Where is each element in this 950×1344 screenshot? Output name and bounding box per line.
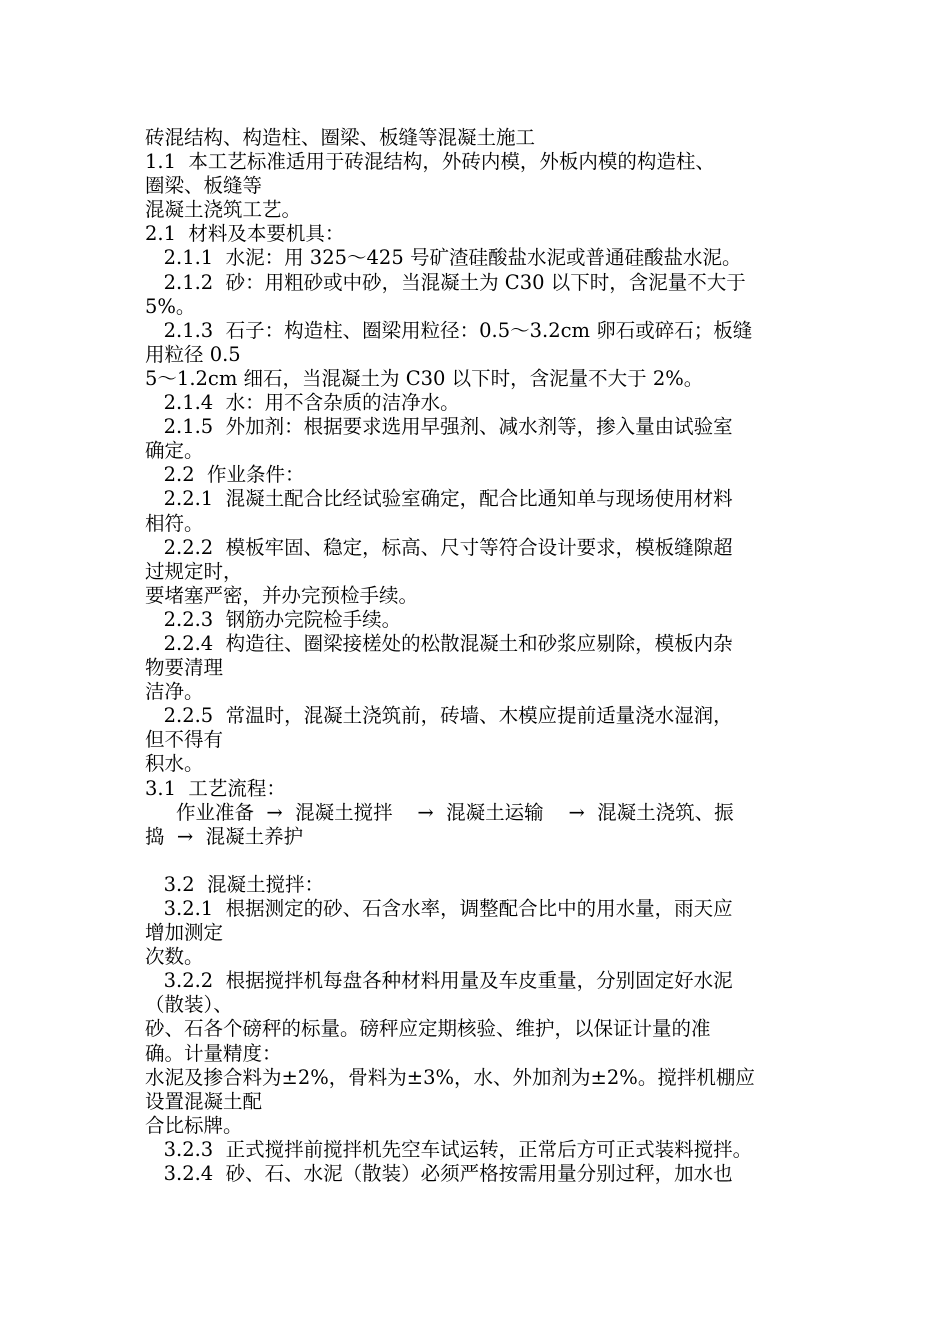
text-line: 2.2.4 构造往、圈梁接槎处的松散混凝土和砂浆应剔除，模板内杂 xyxy=(145,631,733,655)
text-line: 混凝土浇筑工艺。 xyxy=(145,198,302,222)
text-line: 1.1 本工艺标准适用于砖混结构，外砖内模，外板内模的构造柱、 xyxy=(145,150,715,174)
text-line: 要堵塞严密，并办完预检手续。 xyxy=(145,583,419,607)
text-line: 3.2.4 砂、石、水泥（散装）必须严格按需用量分别过秤，加水也 xyxy=(145,1162,733,1186)
text-line: 砂、石各个磅秤的标量。磅秤应定期核验、维护，以保证计量的准 xyxy=(145,1017,711,1041)
text-line: 次数。 xyxy=(145,945,204,969)
text-line: 2.2 作业条件： xyxy=(145,463,305,487)
text-line: 2.1.4 水：用不含杂质的洁净水。 xyxy=(145,391,460,415)
text-line: 3.2 混凝土搅拌： xyxy=(145,872,325,896)
text-line: 积水。 xyxy=(145,752,204,776)
text-line: 3.2.2 根据搅拌机每盘各种材料用量及车皮重量，分别固定好水泥 xyxy=(145,969,733,993)
text-line: 过规定时， xyxy=(145,559,243,583)
text-line: 设置混凝土配 xyxy=(145,1089,263,1113)
text-line: 确定。 xyxy=(145,439,204,463)
text-line: 用粒径 0.5 xyxy=(145,342,241,366)
text-line: 2.1.1 水泥：用 325～425 号矿渣硅酸盐水泥或普通硅酸盐水泥。 xyxy=(145,246,742,270)
text-line: 物要清理 xyxy=(145,656,224,680)
text-line: 3.1 工艺流程： xyxy=(145,776,286,800)
text-line: 相符。 xyxy=(145,511,204,535)
text-line: 作业准备 → 混凝土搅拌 → 混凝土运输 → 混凝土浇筑、振 xyxy=(145,800,734,824)
text-line: 圈梁、板缝等 xyxy=(145,174,263,198)
text-line: 2.2.2 模板牢固、稳定，标高、尺寸等符合设计要求，模板缝隙超 xyxy=(145,535,733,559)
text-line: 2.2.1 混凝土配合比经试验室确定，配合比通知单与现场使用材料 xyxy=(145,487,733,511)
text-line: 水泥及掺合料为±2%，骨料为±3%，水、外加剂为±2%。搅拌机棚应 xyxy=(145,1065,755,1089)
document-body xyxy=(145,126,815,1186)
text-line xyxy=(145,849,815,873)
text-line: 洁净。 xyxy=(145,680,204,704)
text-line: 2.1.5 外加剂：根据要求选用早强剂、减水剂等，掺入量由试验室 xyxy=(145,415,733,439)
text-line: 2.2.3 钢筋办完院检手续。 xyxy=(145,607,402,631)
text-line: 5～1.2cm 细石，当混凝土为 C30 以下时，含泥量不大于 2%。 xyxy=(145,366,704,390)
text-line: 3.2.3 正式搅拌前搅拌机先空车试运转，正常后方可正式装料搅拌。 xyxy=(145,1137,753,1161)
text-line: 捣 → 混凝土养护 xyxy=(145,824,304,848)
document-title: 砖混结构、构造柱、圈梁、板缝等混凝土施工 xyxy=(145,126,536,149)
text-line: （散装）、 xyxy=(145,993,233,1017)
text-line: 合比标牌。 xyxy=(145,1113,243,1137)
text-line: 增加测定 xyxy=(145,921,224,945)
text-line: 2.1 材料及本要机具： xyxy=(145,222,345,246)
text-line: 5%。 xyxy=(145,294,196,318)
text-line: 确。计量精度： xyxy=(145,1041,282,1065)
text-line: 2.2.5 常温时，混凝土浇筑前，砖墙、木模应提前适量浇水湿润， xyxy=(145,704,733,728)
text-line: 3.2.1 根据测定的砂、石含水率，调整配合比中的用水量，雨天应 xyxy=(145,897,733,920)
text-line: 2.1.3 石子：构造柱、圈梁用粒径：0.5～3.2cm 卵石或碎石；板缝 xyxy=(145,318,753,342)
text-line: 但不得有 xyxy=(145,728,224,752)
text-line: 2.1.2 砂：用粗砂或中砂，当混凝土为 C30 以下时，含泥量不大于 xyxy=(145,270,746,294)
